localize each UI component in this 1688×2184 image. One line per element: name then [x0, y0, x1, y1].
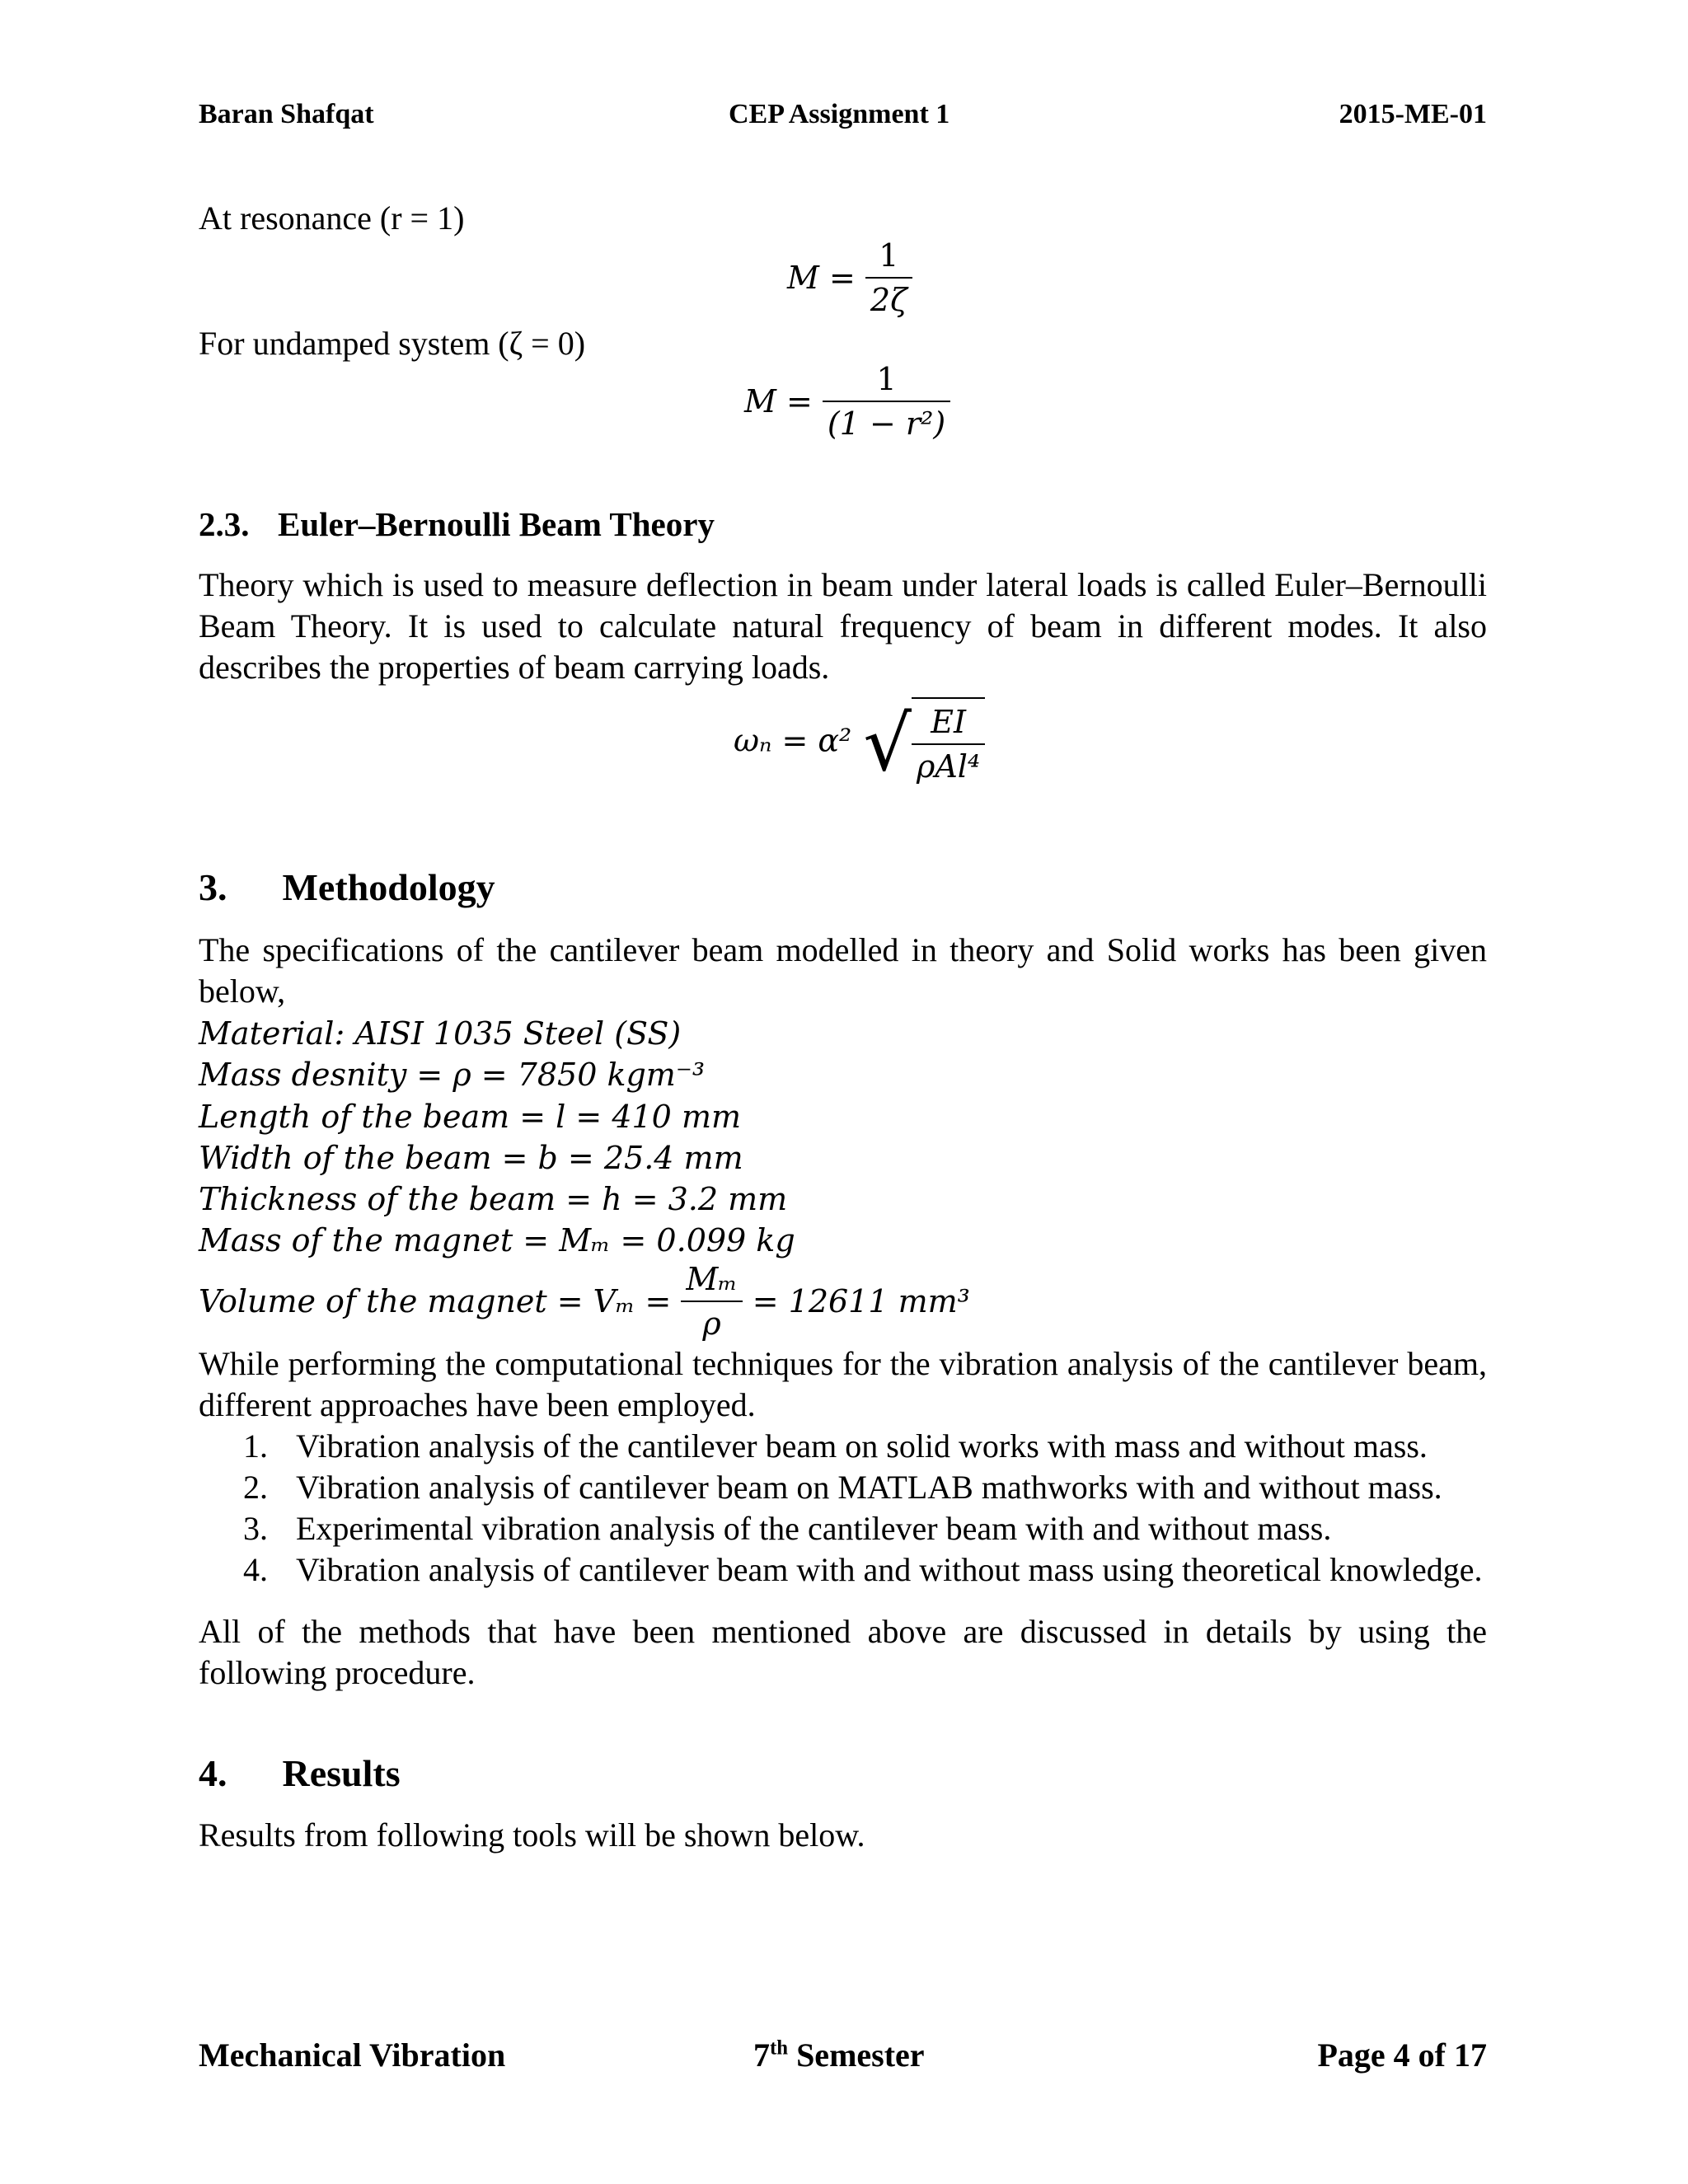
list-item: 2. Vibration analysis of cantilever beam on MATLAB mathworks with and without mass. — [243, 1469, 1442, 1506]
resonance-denominator: 2ζ — [870, 282, 907, 318]
magnet-volume-denominator: ρ — [702, 1305, 721, 1342]
spec-density: Mass desnity = ρ = 7850 kgm⁻³ — [199, 1057, 706, 1093]
spec-thickness: Thickness of the beam = h = 3.2 mm — [199, 1181, 788, 1217]
footer-course: Mechanical Vibration — [199, 2036, 506, 2074]
spec-magnet-mass: Mass of the magnet = Mₘ = 0.099 kg — [199, 1222, 795, 1258]
header-id: 2015-ME-01 — [1339, 99, 1487, 129]
natural-frequency-denominator: ρAl⁴ — [917, 748, 981, 785]
undamped-eq-lhs: M = — [744, 383, 813, 419]
magnet-volume-rhs: = 12611 mm³ — [752, 1283, 970, 1319]
header-title: CEP Assignment 1 — [729, 99, 950, 129]
undamped-equation — [744, 361, 950, 442]
section-3-closing: All of the methods that have been mentioned above are discussed in details by using the following procedure. — [199, 1613, 1487, 1691]
section-2-3-title: Euler–Bernoulli Beam Theory — [278, 505, 715, 543]
natural-frequency-numerator: EI — [912, 704, 985, 745]
approach-list — [243, 1426, 1482, 1591]
list-item: 4. Vibration analysis of cantilever beam with and without mass using theoretical knowledge. — [243, 1551, 1483, 1588]
footer-semester: 7th Semester — [753, 2036, 925, 2074]
natural-frequency-fraction — [912, 697, 985, 785]
spec-material: Material: AISI 1035 Steel (SS) — [199, 1015, 682, 1052]
magnet-volume-lhs: Volume of the magnet = Vₘ = — [199, 1283, 672, 1319]
natural-frequency-lhs: ωₙ = α² — [734, 722, 852, 759]
section-2-3-heading — [199, 504, 715, 544]
undamped-label: For undamped system (ζ = 0) — [199, 325, 586, 362]
resonance-fraction — [865, 237, 912, 318]
section-2-3-number: 2.3. — [199, 505, 250, 543]
undamped-fraction — [823, 361, 950, 442]
section-3-heading — [199, 865, 495, 909]
magnet-volume-numerator: Mₘ — [681, 1261, 742, 1302]
section-3-number: 3. — [199, 866, 227, 908]
footer-page-number: Page 4 of 17 — [1317, 2036, 1487, 2074]
natural-frequency-equation — [734, 696, 985, 788]
undamped-numerator: 1 — [823, 361, 950, 402]
section-2-3-paragraph: Theory which is used to measure deflection in beam under lateral loads is called Euler–Bernoulli Beam Theory. It is used to calculate natural frequency of beam in different modes. It also describes the properties of beam carrying loads. — [199, 566, 1487, 686]
resonance-eq-lhs: M = — [787, 260, 856, 296]
magnet-volume-fraction — [681, 1261, 742, 1342]
resonance-numerator: 1 — [865, 237, 912, 279]
spec-length: Length of the beam = l = 410 mm — [199, 1099, 742, 1135]
list-item: 3. Experimental vibration analysis of the cantilever beam with and without mass. — [243, 1510, 1332, 1547]
spec-width: Width of the beam = b = 25.4 mm — [199, 1140, 743, 1176]
section-3-intro: The specifications of the cantilever beam modelled in theory and Solid works has been given below, — [199, 931, 1487, 1010]
resonance-label: At resonance (r = 1) — [199, 199, 465, 237]
section-4-title: Results — [282, 1752, 401, 1794]
section-4-heading — [199, 1751, 401, 1795]
square-root-sign: √ — [863, 700, 912, 788]
approach-intro: While performing the computational techniques for the vibration analysis of the cantilever beam, different approaches have been employed. — [199, 1345, 1487, 1423]
list-item: 1. Vibration analysis of the cantilever beam on solid works with mass and without mass. — [243, 1427, 1428, 1465]
undamped-denominator: (1 − r²) — [827, 405, 946, 442]
section-3-title: Methodology — [282, 866, 495, 908]
resonance-equation — [787, 237, 912, 318]
header-author: Baran Shafqat — [199, 99, 374, 129]
section-4-number: 4. — [199, 1752, 227, 1794]
section-4-paragraph: Results from following tools will be shown below. — [199, 1816, 865, 1854]
spec-magnet-volume — [199, 1261, 970, 1342]
